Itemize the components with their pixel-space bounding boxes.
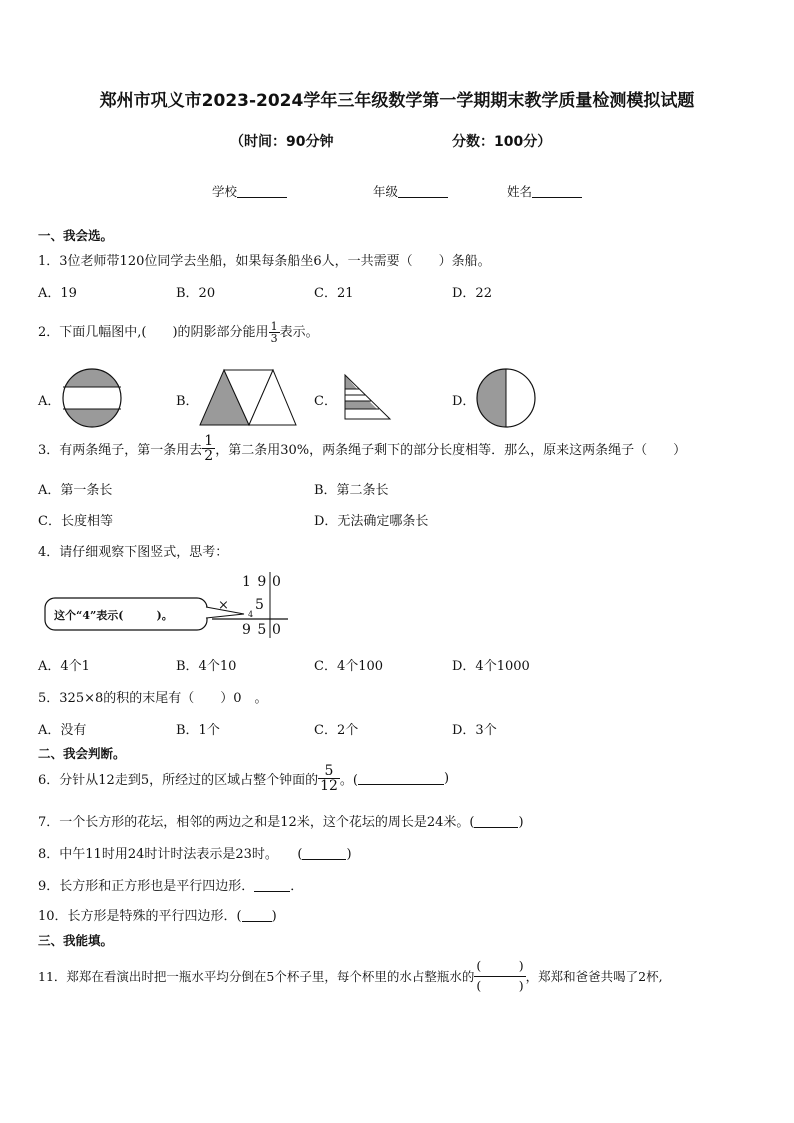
figure-c-striped-triangle — [344, 373, 394, 423]
q1-option-b[interactable]: B．20 — [176, 286, 216, 301]
question-5: 5．325×8的积的末尾有（ ）0 。 — [38, 691, 268, 706]
q10-answer-blank[interactable] — [242, 909, 272, 922]
exam-score: 分数：100分） — [452, 134, 552, 150]
q9-answer-blank[interactable] — [254, 879, 290, 892]
q4-product: 9 5 — [242, 622, 268, 638]
q2-option-c[interactable]: C． — [314, 394, 337, 409]
q2-option-d[interactable]: D． — [452, 394, 476, 409]
q3-option-c[interactable]: C．长度相等 — [38, 514, 113, 529]
figure-a-circle-band — [60, 368, 124, 428]
question-1: 1．3位老师带120位同学去坐船，如果每条船坐6人，一共需要（ ）条船。 — [38, 254, 491, 269]
q11-answer-fraction[interactable]: $\frac{( )}{( )}$ — [476, 958, 524, 993]
question-3: 3．有两条绳子，第一条用去 $\frac{1}{2}$ ，第二条用30%，两条绳子剩下的部分长度相等．那么，原来这两条绳子（ ） — [38, 433, 687, 464]
q4-option-d[interactable]: D．4个1000 — [452, 659, 530, 674]
question-4: 4．请仔细观察下图竖式，思考： — [38, 545, 229, 560]
exam-time: （时间：90分钟 — [230, 134, 334, 150]
q4-multiplier: 5 — [255, 597, 264, 613]
q5-option-c[interactable]: C．2个 — [314, 723, 359, 738]
name-field[interactable]: 姓名 — [507, 182, 582, 200]
q5-option-b[interactable]: B．1个 — [176, 723, 220, 738]
section-heading-choice: 一、我会选。 — [38, 228, 114, 243]
school-field[interactable]: 学校 — [212, 182, 287, 200]
q4-multiplicand-zero: 0 — [272, 574, 281, 590]
q4-times-sign: × — [218, 598, 229, 613]
q3-option-a[interactable]: A．第一条长 — [38, 483, 113, 498]
question-8: 8．中午11时用24时计时法表示是23时。 ( ) — [38, 847, 352, 862]
q6-answer-blank[interactable] — [358, 772, 444, 785]
q4-speech-bubble: 这个“4”表示( )。 — [54, 609, 173, 622]
q4-option-a[interactable]: A．4个1 — [38, 659, 90, 674]
q4-carry-digit: 4 — [248, 610, 254, 619]
section-heading-fill: 三、我能填。 — [38, 933, 114, 948]
q2-option-a[interactable]: A． — [38, 394, 61, 409]
page-title: 郑州市巩义市2023-2024学年三年级数学第一学期期末教学质量检测模拟试题 — [99, 91, 695, 111]
q4-multiplicand: 1 9 — [242, 574, 268, 590]
q1-option-a[interactable]: A．19 — [38, 286, 77, 301]
question-6: 6．分针从12走到5，所经过的区域占整个钟面的 $\frac{5}{12}$ 。( ) — [38, 763, 450, 794]
q3-option-b[interactable]: B．第二条长 — [314, 483, 389, 498]
question-2: 2．下面几幅图中,( )的阴影部分能用 $\frac{1}{3}$ 表示。 — [38, 320, 319, 345]
q1-option-d[interactable]: D．22 — [452, 286, 492, 301]
q2-option-b[interactable]: B． — [176, 394, 199, 409]
q5-option-d[interactable]: D．3个 — [452, 723, 497, 738]
section-heading-judge: 二、我会判断。 — [38, 746, 126, 761]
q8-answer-blank[interactable] — [302, 847, 346, 860]
question-11: 11．郑郑在看演出时把一瓶水平均分倒在5个杯子里，每个杯里的水占整瓶水的 $\frac{( )}{( )}$ ，郑郑和爸爸共喝了2杯, — [38, 958, 663, 993]
question-7: 7．一个长方形的花坛，相邻的两边之和是12米，这个花坛的周长是24米。( ) — [38, 815, 524, 830]
figure-d-half-circle — [476, 367, 536, 429]
figure-b-triangles — [198, 368, 298, 428]
q4-product-zero: 0 — [272, 622, 281, 638]
grade-field[interactable]: 年级 — [373, 182, 448, 200]
q4-option-b[interactable]: B．4个10 — [176, 659, 237, 674]
q5-option-a[interactable]: A．没有 — [38, 723, 87, 738]
q4-option-c[interactable]: C．4个100 — [314, 659, 384, 674]
question-10: 10．长方形是特殊的平行四边形．( ) — [38, 909, 277, 924]
question-9: 9．长方形和正方形也是平行四边形． ． — [38, 879, 304, 894]
q1-option-c[interactable]: C．21 — [314, 286, 354, 301]
q3-option-d[interactable]: D．无法确定哪条长 — [314, 514, 429, 529]
q7-answer-blank[interactable] — [474, 815, 518, 828]
